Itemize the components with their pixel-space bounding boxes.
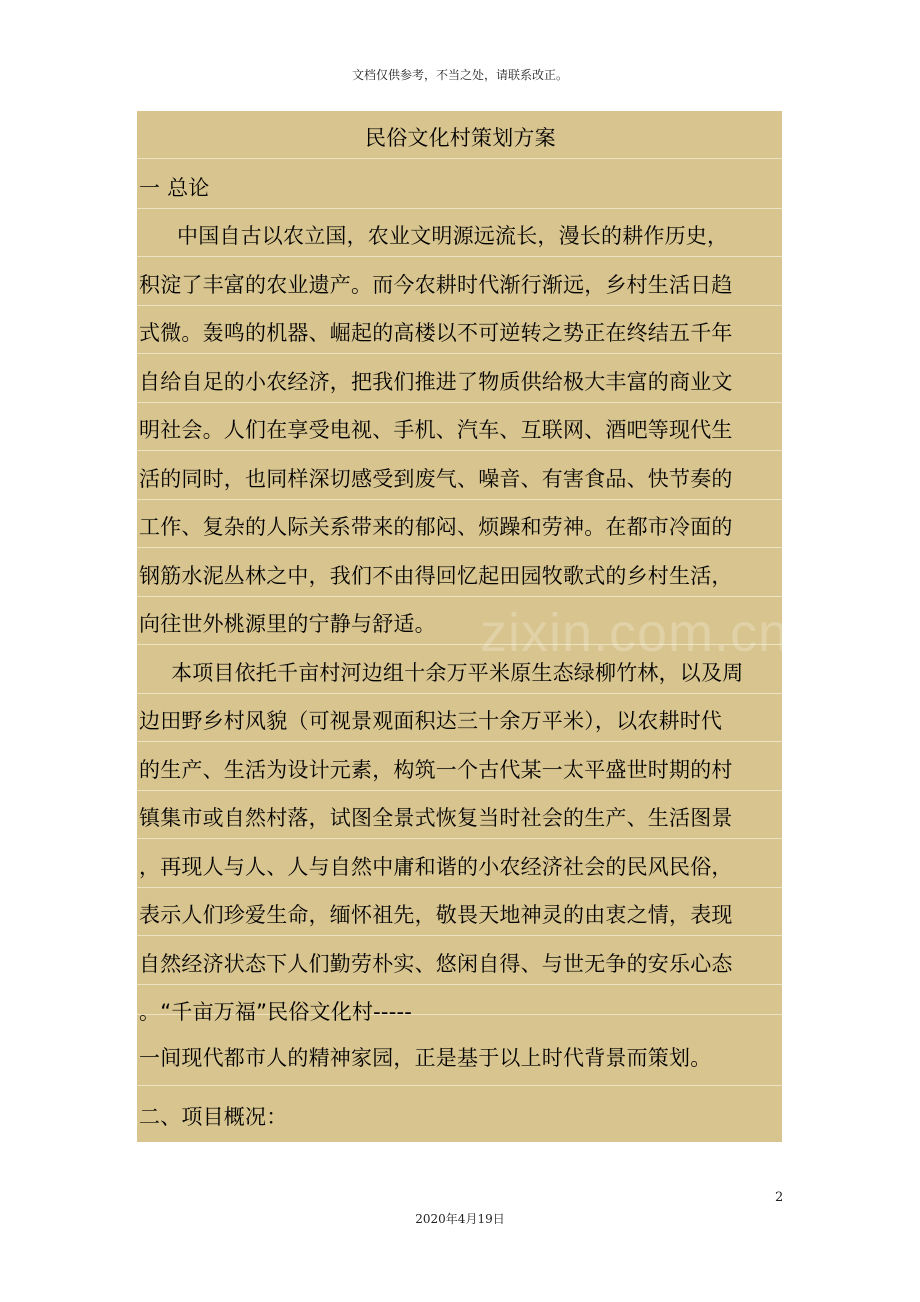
body-line-row <box>137 888 782 936</box>
body-line: 式微。轰鸣的机器、崛起的高楼以不可逆转之势正在终结五千年 <box>139 321 733 345</box>
header-note: 文档仅供参考，不当之处，请联系改正。 <box>351 68 568 82</box>
body-line: 镇集市或自然村落，试图全景式恢复当时社会的生产、生活图景 <box>139 806 733 830</box>
body-line-row <box>137 549 782 597</box>
body-line: 自给自足的小农经济，把我们推进了物质供给极大丰富的商业文 <box>139 369 733 394</box>
body-line-row <box>137 209 782 257</box>
body-line-row <box>137 452 782 500</box>
document-title: 民俗文化村策划方案 <box>365 126 556 150</box>
body-line: 的生产、生活为设计元素，构筑一个古代某一太平盛世时期的村 <box>139 757 733 782</box>
body-line: 钢筋水泥丛林之中，我们不由得回忆起田园牧歌式的乡村生活， <box>139 563 733 588</box>
body-line: 本项目依托千亩村河边组十余万平米原生态绿柳竹林，以及周 <box>171 660 744 685</box>
body-line: 中国自古以农立国，农业文明源远流长，漫长的耕作历史， <box>177 224 729 248</box>
body-line-row <box>137 743 782 791</box>
body-line: 工作、复杂的人际关系带来的郁闷、烦躁和劳神。在都市冷面的 <box>139 515 733 539</box>
body-line: 明社会。人们在享受电视、手机、汽车、互联网、酒吧等现代生 <box>139 418 733 442</box>
body-line-row <box>137 355 782 403</box>
body-line-row <box>137 403 782 451</box>
body-line: 向往世外桃源里的宁静与舒适。 <box>139 612 436 636</box>
body-line-row <box>137 500 782 548</box>
section-heading-row <box>137 161 782 209</box>
body-line: 边田野乡村风貌（可视景观面积达三十余万平米），以农耕时代 <box>139 709 723 733</box>
body-line-row <box>137 985 782 1024</box>
body-line: 。“千亩万福”民俗文化村----- <box>139 1000 413 1024</box>
body-line-row <box>137 840 782 888</box>
section-2-heading: 二、项目概况： <box>139 1105 288 1129</box>
watermark: zixin.com.cn <box>480 603 790 663</box>
body-line: 自然经济状态下人们勤劳朴实、悠闲自得、与世无争的安乐心态 <box>139 951 733 976</box>
body-line: 活的同时，也同样深切感受到废气、噪音、有害食品、快节奏的 <box>139 466 733 491</box>
body-line-row <box>137 258 782 306</box>
title-row <box>137 111 782 159</box>
body-line: 积淀了丰富的农业遗产。而今农耕时代渐行渐远，乡村生活日趋 <box>139 272 733 297</box>
body-line: 表示人们珍爱生命，缅怀祖先，敬畏天地神灵的由衷之情，表现 <box>139 903 733 927</box>
body-line: ，再现人与人、人与自然中庸和谐的小农经济社会的民风民俗， <box>139 854 733 879</box>
body-line: 一间现代都市人的精神家园，正是基于以上时代背景而策划。 <box>139 1046 712 1070</box>
page-number: 2 <box>775 1190 784 1205</box>
section-heading-row <box>137 1091 782 1142</box>
body-line-row <box>137 694 782 742</box>
section-1-heading: 一 总论 <box>139 176 210 200</box>
footer-date: 2020年4月19日 <box>415 1212 505 1226</box>
body-line-row <box>137 791 782 839</box>
line-after-row <box>137 1031 782 1086</box>
body-line-row <box>137 937 782 985</box>
body-line-row <box>137 306 782 354</box>
